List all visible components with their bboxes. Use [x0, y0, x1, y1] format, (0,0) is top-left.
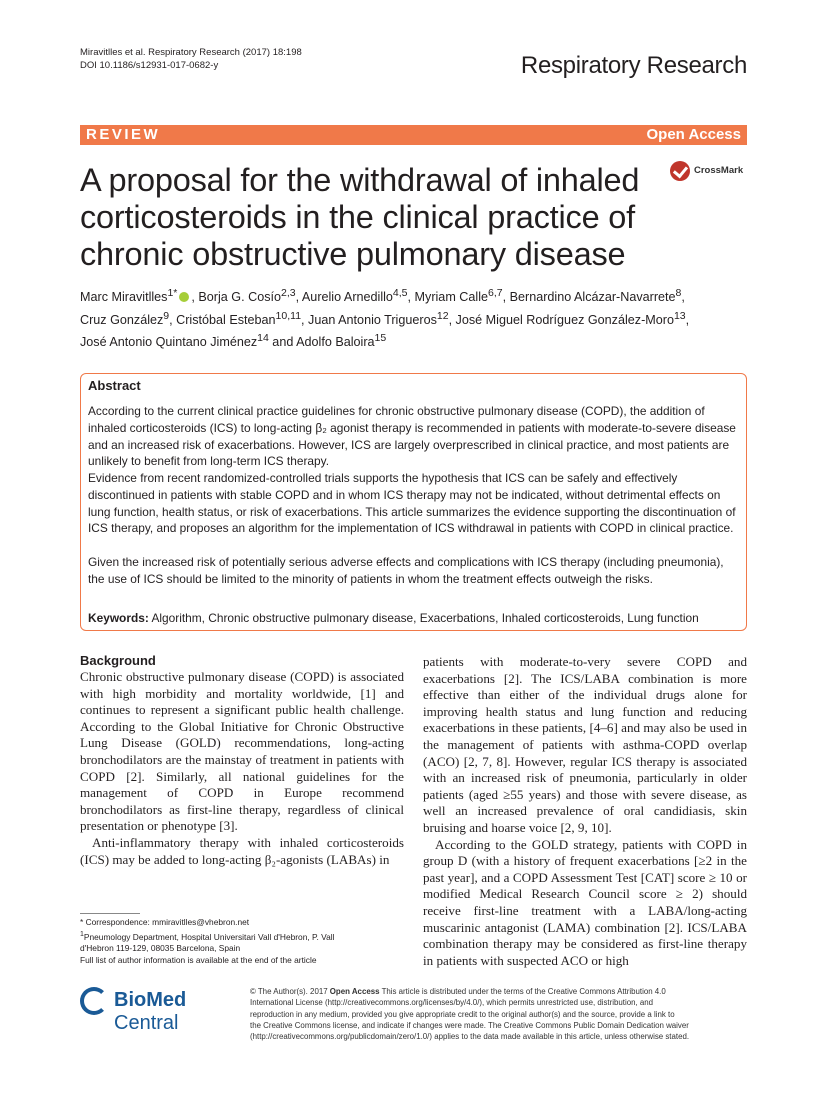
correspondence-line[interactable]: * Correspondence: mmiravitlles@vhebron.net	[80, 917, 250, 927]
body-paragraph: patients with moderate-to-very severe COPD and exacerbations [2]. The ICS/LABA combination is more effective than either of the individual drugs alone for improving health status and lung function and reducing exacerbations in these patients, [4–6] and may also be used in the management of patients with asthma-COPD overlap (ACO) [2, 7, 8]. However, regular ICS therapy is associated with an increased risk of pneumonia, particularly in older patients (aged ≥55 years) and those with severe disease, as well an increased prevalence of oral candidiasis, skin bruising and hoarse voice [2, 9, 10].	[423, 654, 747, 835]
crossmark-label: CrossMark	[694, 165, 744, 176]
author-name[interactable]: , Juan Antonio Trigueros	[301, 312, 437, 327]
section-heading-background: Background	[80, 653, 156, 668]
author-line: Marc Miravitlles$^{1*}$ , Borja G. Cosío$^{2,3}$, Aurelio Arnedillo$^{4,5}$, Myriam Calle$^{6,7}$, Bernardino Alcázar-Navarrete$^8$,	[80, 287, 685, 305]
footnote-divider	[80, 913, 140, 914]
license-line: (http://creativecommons.org/publicdomain/zero/1.0/) applies to the data made available in this article, unless otherwise stated.	[250, 1032, 690, 1042]
left-column	[80, 653, 404, 868]
body-paragraph: Anti-inflammatory therapy with inhaled corticosteroids (ICS) may be added to long-acting β₂-agonists (LABAs) in	[80, 834, 404, 867]
doi-line[interactable]: DOI 10.1186/s12931-017-0682-y	[80, 60, 219, 71]
author-list	[80, 284, 750, 352]
keywords-list: Algorithm, Chronic obstructive pulmonary disease, Exacerbations, Inhaled corticosteroids, Lung function	[148, 611, 699, 625]
keywords-label: Keywords:	[88, 611, 149, 625]
affiliation-ref: 9	[163, 309, 170, 322]
body-paragraph: Chronic obstructive pulmonary disease (COPD) is associated with high morbidity and mortality worldwide, [1] and continues to represent a significant public health challenge. According to the Global Initiative for Chronic Obstructive Lung Disease (GOLD) recommendations, long-acting bronchodilators are the mainstay of treatment in patients with COPD [2]. Similarly, all national guidelines for the management of COPD in Europe recommend bronchodilators as first-line therapy, regardless of clinical presentation or phenotype [3].	[80, 669, 404, 834]
affiliation-ref: 1	[80, 930, 84, 938]
biomed-central-logo[interactable]	[80, 985, 240, 1034]
right-column	[423, 654, 747, 969]
author-name[interactable]: , Borja G. Cosío	[191, 290, 281, 305]
footnotes	[80, 917, 410, 966]
orcid-icon[interactable]	[179, 292, 189, 302]
article-type-label: REVIEW	[86, 126, 161, 143]
license-line: the Creative Commons license, and indicate if changes were made. The Creative Commons Public Domain Dedication waiver	[250, 1020, 689, 1030]
article-title: A proposal for the withdrawal of inhaled corticosteroids in the clinical practice of chronic obstructive pulmonary disease	[80, 162, 640, 272]
author-name[interactable]: José Antonio Quintano Jiménez	[80, 335, 258, 350]
affiliation-ref: 1*	[167, 287, 178, 299]
affiliation-ref: 10,11	[275, 309, 302, 322]
affiliation-ref: 2,3	[281, 287, 296, 299]
license-line	[250, 986, 750, 997]
affiliation-ref: 14	[257, 332, 269, 345]
journal-name: Respiratory Research	[520, 52, 747, 79]
author-info-note: Full list of author information is available at the end of the article	[80, 954, 317, 965]
publisher-name-bold: BioMed	[114, 989, 187, 1011]
biomed-central-icon	[80, 987, 108, 1015]
abstract-box	[80, 373, 747, 631]
crossmark-badge[interactable]	[670, 160, 750, 184]
citation-header	[80, 46, 302, 72]
article-type-banner	[80, 125, 747, 145]
affiliation-ref: 13	[673, 309, 686, 322]
author-name[interactable]: , Aurelio Arnedillo	[295, 290, 393, 305]
author-name[interactable]: Marc Miravitlles	[80, 290, 168, 305]
open-access-label: Open Access	[646, 126, 741, 143]
author-name[interactable]: , José Miguel Rodríguez González-Moro	[448, 312, 674, 327]
affiliation-ref: 8	[675, 287, 682, 299]
license-line: International License (http://creativecommons.org/licenses/by/4.0/), which permits unrestricted use, distribution, and	[250, 998, 654, 1008]
author-name[interactable]: , Cristóbal Esteban	[169, 312, 276, 327]
affiliation-ref: 15	[374, 332, 387, 345]
publisher-name-regular: Central	[114, 1012, 179, 1034]
affiliation-line: d'Hebron 119-129, 08035 Barcelona, Spain	[80, 942, 241, 953]
author-name[interactable]: Cruz González	[80, 312, 164, 327]
crossmark-icon	[670, 161, 690, 181]
abstract-heading: Abstract	[88, 378, 141, 393]
affiliation-ref: 4,5	[392, 287, 408, 299]
abstract-paragraph: Given the increased risk of potentially serious adverse effects and complications with ICS therapy (including pneumonia), the use of ICS should be limited to the minority of patients in whom the treatment effects outweigh the risks.	[88, 555, 724, 586]
publisher-name	[114, 989, 240, 1035]
affiliation-ref: 12	[436, 309, 449, 322]
affiliation-text: Pneumology Department, Hospital Universitari Vall d'Hebron, P. Vall	[83, 931, 335, 942]
copyright-text: © The Author(s). 2017	[250, 987, 330, 996]
keywords	[88, 610, 748, 626]
citation-line: Miravitlles et al. Respiratory Research (2017) 18:198	[80, 47, 302, 58]
license-text: This article is distributed under the terms of the Creative Commons Attribution 4.0	[379, 987, 666, 996]
author-line: Cruz González$^9$, Cristóbal Esteban$^{10,11}$, Juan Antonio Trigueros$^{12}$, José Miguel Rodríguez González-Moro$^{13}$,	[80, 309, 690, 327]
author-line	[80, 329, 750, 352]
author-name[interactable]: and Adolfo Baloira	[268, 335, 375, 350]
abstract-paragraph: Evidence from recent randomized-controlled trials supports the hypothesis that ICS can be safely and effectively discontinued in patients with stable COPD and in whom ICS therapy may not be indicated, without detrimental effects on lung function, health status, or risk of exacerbations. This article summarizes the evidence supporting the discontinuation of ICS therapy, and proposes an algorithm for the implementation of ICS withdrawal in patients with COPD in clinical practice.	[88, 471, 736, 536]
author-name[interactable]: , Bernardino Alcázar-Navarrete	[502, 290, 676, 305]
affiliation-ref: 6,7	[488, 287, 503, 299]
body-paragraph: According to the GOLD strategy, patients with COPD in group D (with a history of frequent exacerbations [≥2 in the past year], and a COPD Assessment Test [CAT] score ≥ 10 or modified Medical Research Council score ≥ 2) should receive first-line treatment with a LABA/long-acting muscarinic antagonist (LAMA) combination [2]. ICS/LABA combination therapy may be considered as first-line therapy in patients with suspected ACO or high	[423, 836, 747, 968]
open-access-label-small: Open Access	[329, 987, 380, 996]
abstract-paragraph: According to the current clinical practice guidelines for chronic obstructive pulmonary disease (COPD), the addition of inhaled corticosteroids (ICS) to long-acting β₂ agonist therapy is recommended in patients with moderate-to-severe disease and an increased risk of exacerbations. However, ICS are largely overprescribed in clinical practice, and most patients are unlikely to benefit from long-term ICS therapy.	[88, 404, 736, 469]
license-statement	[250, 986, 750, 1042]
affiliation-line	[80, 929, 410, 943]
author-name[interactable]: , Myriam Calle	[407, 290, 489, 305]
license-line: reproduction in any medium, provided you give appropriate credit to the original author(s) and the source, provide a link to	[250, 1009, 675, 1019]
